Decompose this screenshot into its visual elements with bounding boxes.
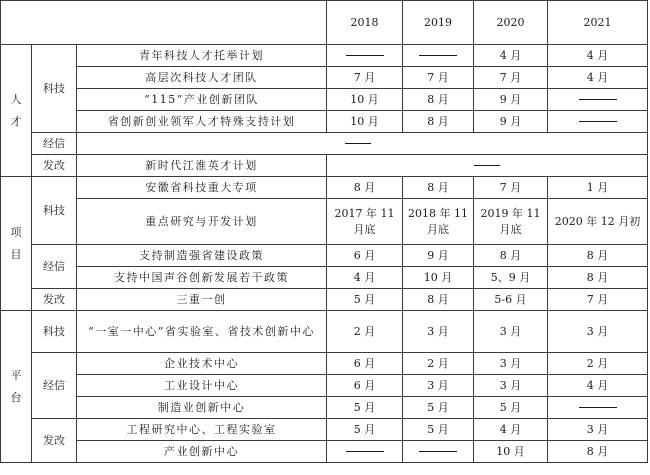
- item-name: 支持制造强省建设政策: [77, 245, 327, 267]
- item-name: 三重一创: [77, 289, 327, 311]
- value-cell: 2 月: [327, 311, 403, 353]
- value-cell: 5 月: [327, 289, 403, 311]
- item-name: “115”产业创新团队: [77, 89, 327, 111]
- item-name: 工业设计中心: [77, 375, 327, 397]
- table-row: [1, 311, 648, 353]
- value-cell: [548, 397, 648, 419]
- dept-econ-platform: 经信: [32, 353, 77, 419]
- item-name: 工程研究中心、工程实验室: [77, 419, 327, 441]
- value-cell: 7 月: [548, 289, 648, 311]
- value-cell: 8 月: [403, 177, 474, 199]
- value-cell: 9 月: [474, 111, 548, 133]
- value-cell: 5 月: [327, 419, 403, 441]
- year-2021-header: 2021: [548, 1, 648, 45]
- value-cell: [403, 441, 474, 463]
- category-char: 人: [10, 92, 22, 106]
- value-cell: 8 月: [548, 245, 648, 267]
- item-name: 新时代江淮英才计划: [77, 155, 327, 177]
- item-name: 重点研究与开发计划: [77, 199, 327, 245]
- value-cell: 7 月: [327, 67, 403, 89]
- value-cell: 3 月: [474, 353, 548, 375]
- year-2018-header: 2018: [327, 1, 403, 45]
- value-cell: 2 月: [548, 353, 648, 375]
- category-char: 才: [10, 114, 22, 128]
- item-name: 高层次科技人才团队: [77, 67, 327, 89]
- table-row: [1, 177, 648, 199]
- category-platform: [1, 311, 32, 463]
- value-cell: 5 月: [474, 397, 548, 419]
- table-row: [1, 375, 648, 397]
- value-cell: [327, 45, 403, 67]
- table-row: [1, 199, 648, 245]
- value-cell: 4 月: [548, 375, 648, 397]
- value-cell: 4 月: [474, 419, 548, 441]
- table-row: [1, 441, 648, 463]
- value-cell: [548, 111, 648, 133]
- value-cell: 2017 年 11 月底: [327, 199, 403, 245]
- value-cell: 3 月: [548, 419, 648, 441]
- dept-econ-project: 经信: [32, 245, 77, 289]
- item-name: 省创新创业领军人才特殊支持计划: [77, 111, 327, 133]
- dept-dev-project: 发改: [32, 289, 77, 311]
- table-row: [1, 45, 648, 67]
- dash-mark: [579, 99, 617, 100]
- table-row: [1, 111, 648, 133]
- value-cell: 9 月: [474, 89, 548, 111]
- table-row: [1, 397, 648, 419]
- value-cell: 8 月: [474, 245, 548, 267]
- year-2020-header: 2020: [474, 1, 548, 45]
- header-row: [1, 1, 648, 45]
- dash-mark: [345, 143, 371, 144]
- value-cell: 3 月: [548, 311, 648, 353]
- value-cell: 8 月: [327, 177, 403, 199]
- value-cell: 7 月: [474, 177, 548, 199]
- table-row: [1, 267, 648, 289]
- item-name: 安徽省科技重大专项: [77, 177, 327, 199]
- item-name: 产业创新中心: [77, 441, 327, 463]
- value-cell: 10 月: [474, 441, 548, 463]
- value-cell: 5-6 月: [474, 289, 548, 311]
- value-cell: 2019 年 11 月底: [474, 199, 548, 245]
- value-cell: 8 月: [548, 441, 648, 463]
- dept-dev-talent: 发改: [32, 155, 77, 177]
- value-cell: 5 月: [403, 419, 474, 441]
- dash-mark: [579, 121, 617, 122]
- category-char: 平: [10, 368, 22, 382]
- value-cell: 3 月: [474, 311, 548, 353]
- item-name: 青年科技人才托举计划: [77, 45, 327, 67]
- value-cell: 4 月: [548, 67, 648, 89]
- value-cell: 8 月: [403, 89, 474, 111]
- item-name: 企业技术中心: [77, 353, 327, 375]
- item-name: 制造业创新中心: [77, 397, 327, 419]
- value-cell: [548, 89, 648, 111]
- value-cell: 4 月: [548, 45, 648, 67]
- dept-sci-talent: 科技: [32, 45, 77, 133]
- table-row: [1, 245, 648, 267]
- value-cell: 4 月: [474, 45, 548, 67]
- table-row: [1, 289, 648, 311]
- value-cell: 1 月: [548, 177, 648, 199]
- value-cell: 2018 年 11 月底: [403, 199, 474, 245]
- category-talent: [1, 45, 32, 177]
- value-cell: 6 月: [327, 375, 403, 397]
- dept-econ-talent: 经信: [32, 133, 77, 155]
- category-char: 台: [10, 390, 22, 404]
- header-blank-cell: [1, 1, 327, 45]
- year-2019-header: 2019: [403, 1, 474, 45]
- item-name: 支持中国声谷创新发展若干政策: [77, 267, 327, 289]
- value-cell: 10 月: [327, 89, 403, 111]
- table-row: [1, 419, 648, 441]
- dash-mark: [346, 451, 384, 452]
- value-cell: 2020 年 12 月初: [548, 199, 648, 245]
- dept-dev-platform: 发改: [32, 419, 77, 463]
- value-cell: 5、9 月: [474, 267, 548, 289]
- table-row: [1, 67, 648, 89]
- value-cell: [403, 45, 474, 67]
- value-cell: 5 月: [403, 397, 474, 419]
- value-cell: 8 月: [403, 111, 474, 133]
- value-cell: 10 月: [327, 111, 403, 133]
- table-row: [1, 155, 648, 177]
- dash-mark: [474, 165, 500, 166]
- table-row: [1, 133, 648, 155]
- dash-mark: [346, 55, 384, 56]
- value-cell: 4 月: [327, 267, 403, 289]
- dash-mark: [579, 407, 617, 408]
- dash-mark: [419, 451, 457, 452]
- value-cell: 8 月: [548, 267, 648, 289]
- value-cell: 6 月: [327, 353, 403, 375]
- value-cell: 10 月: [403, 267, 474, 289]
- category-char: 目: [10, 247, 22, 261]
- value-cell: 5 月: [327, 397, 403, 419]
- value-cell: 2 月: [403, 353, 474, 375]
- table-row: [1, 353, 648, 375]
- dept-sci-platform: 科技: [32, 311, 77, 353]
- value-cell: 9 月: [403, 245, 474, 267]
- value-cell: 6 月: [327, 245, 403, 267]
- category-char: 项: [10, 225, 22, 239]
- value-cell: 7 月: [403, 67, 474, 89]
- dash-mark: [419, 55, 457, 56]
- value-cell: 3 月: [474, 375, 548, 397]
- value-cell: [327, 155, 648, 177]
- category-project: [1, 177, 32, 311]
- item-name: “一室一中心”省实验室、省技术创新中心: [77, 311, 327, 353]
- table-row: [1, 89, 648, 111]
- value-cell: [327, 441, 403, 463]
- dept-sci-project: 科技: [32, 177, 77, 245]
- value-cell: [77, 133, 648, 155]
- value-cell: 3 月: [403, 375, 474, 397]
- value-cell: 3 月: [403, 311, 474, 353]
- value-cell: 7 月: [474, 67, 548, 89]
- value-cell: 8 月: [403, 289, 474, 311]
